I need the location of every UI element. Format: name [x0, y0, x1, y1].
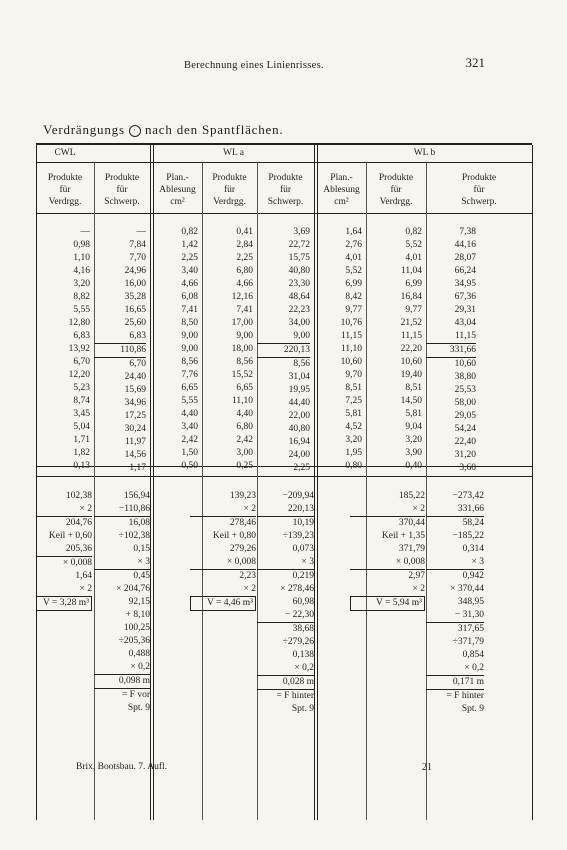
table-cell: 9,00 [257, 330, 310, 344]
calc-cell: Spt. 9 [127, 703, 150, 713]
table-cell: 9,77 [405, 305, 422, 315]
table-cell: 5,52 [405, 240, 422, 250]
calc-cell: 185,22 [398, 491, 425, 501]
table-cell: 7,76 [181, 370, 198, 380]
calc-cell: 348,95 [457, 597, 484, 607]
calc-cell: 317,65 [457, 624, 484, 634]
col-header-line: cm² [334, 197, 349, 207]
col-header [202, 172, 257, 208]
running-title: Berechnung eines Linienrisses. [184, 60, 324, 71]
table-cell: 0,80 [345, 461, 362, 471]
table-cell: 8,50 [181, 318, 198, 328]
col-header-line: Verdrgg. [213, 197, 246, 207]
table-cell: 5,81 [345, 409, 362, 419]
table-cell: 58,00 [454, 398, 476, 408]
table-cell: 12,80 [68, 318, 90, 328]
table-cell: 5,55 [73, 305, 90, 315]
calc-cell: × 0,008 [190, 556, 256, 570]
group-cwl: CWL [54, 148, 76, 158]
calc-cell: −273,42 [452, 491, 484, 501]
table-cell: 6,65 [181, 383, 198, 393]
calc-cell: = F vor [121, 690, 150, 700]
table-cell: 9,04 [405, 422, 422, 432]
table-cell: 1,10 [73, 253, 90, 263]
table-cell: 11,15 [400, 331, 422, 341]
col-header [257, 172, 314, 208]
calc-cell: = F hinter [276, 691, 314, 701]
table-cell: 16,94 [288, 437, 310, 447]
page-number: 321 [465, 55, 485, 70]
column-c4 [202, 226, 253, 473]
table-cell: 21,52 [400, 318, 422, 328]
table-cell: 1,17 [129, 463, 146, 473]
col-header-line: Schwerp. [267, 197, 304, 207]
calc-cell: 100,25 [123, 623, 150, 633]
table-cell: 6,83 [94, 330, 146, 344]
calc-cell: 60,98 [292, 597, 314, 607]
calc-cell: × 0,2 [257, 662, 314, 676]
calc-cell: × 278,46 [280, 584, 314, 594]
calc-cell: 1,64 [75, 571, 92, 581]
table-cell: 8,51 [405, 383, 422, 393]
table-cell: — [80, 227, 90, 237]
calc-cell: 0,098 m [94, 675, 150, 689]
calc-c4 [190, 490, 256, 611]
table-cell: 25,60 [124, 318, 146, 328]
table-cell: 6,80 [236, 266, 253, 276]
group-header-rule [36, 162, 532, 163]
table-cell: 24,96 [124, 266, 146, 276]
table-cell: 5,55 [181, 396, 198, 406]
col-header [153, 172, 202, 208]
column-c3 [153, 226, 198, 473]
table-cell: 0,41 [236, 227, 253, 237]
calc-cell: 0,138 [292, 650, 314, 660]
col-header-line: für [390, 185, 402, 195]
calc-cell: × 2 [79, 584, 92, 594]
table-cell: 5,81 [405, 409, 422, 419]
calc-cell: × 0,008 [350, 556, 425, 570]
calc-cell: × 3 [426, 556, 484, 570]
calc-cell: Spt. 9 [461, 704, 484, 714]
table-cell: 1,64 [345, 227, 362, 237]
table-cell: 0,98 [73, 240, 90, 250]
table-cell: 3,90 [405, 448, 422, 458]
column-c2 [94, 226, 146, 475]
calc-cell: ÷205,36 [118, 636, 150, 646]
col-header-line: Produkte [268, 173, 303, 183]
table-cell: 3,20 [73, 279, 90, 289]
col-header [426, 172, 532, 208]
table-cell: 38,80 [454, 372, 476, 382]
table-cell: 0,25 [236, 461, 253, 471]
table-cell: 15,75 [288, 253, 310, 263]
col-header-line: Produkte [461, 173, 497, 183]
calc-cell: × 2 [243, 584, 256, 594]
col-header-line: Verdrgg. [48, 197, 82, 207]
table-cell: 12,20 [68, 370, 90, 380]
table-cell: 3,40 [181, 266, 198, 276]
table-cell: 4,01 [345, 253, 362, 263]
table-cell: 11,97 [124, 437, 146, 447]
table-cell: 3,60 [459, 463, 476, 473]
table-cell: 1,71 [73, 435, 90, 445]
table-bottom-rule [36, 476, 532, 477]
table-cell: 0,82 [181, 227, 198, 237]
table-cell: 67,36 [454, 292, 476, 302]
center-dot-icon: · [129, 125, 141, 137]
column-c5 [257, 226, 310, 475]
table-cell: 6,99 [345, 279, 362, 289]
calc-cell: −110,86 [94, 503, 150, 517]
calc-cell: × 2 [190, 503, 256, 517]
table-cell: 6,08 [181, 292, 198, 302]
table-cell: 34,96 [124, 398, 146, 408]
table-cell: 22,72 [288, 240, 310, 250]
table-cell: 6,80 [236, 422, 253, 432]
col-header [94, 172, 150, 208]
col-header [36, 172, 94, 208]
table-cell: 24,00 [288, 450, 310, 460]
table-cell: 220,13 [257, 344, 310, 358]
table-cell: 28,07 [454, 253, 476, 263]
calc-cell: ÷279,26 [282, 637, 314, 647]
col-header-line: für [279, 185, 292, 195]
col-header-line: Produkte [378, 173, 414, 183]
table-cell: 25,53 [454, 385, 476, 395]
table-cell: 7,25 [345, 396, 362, 406]
table-cell: 6,83 [73, 331, 90, 341]
table-cell: 15,52 [231, 370, 253, 380]
table-cell: 48,64 [288, 292, 310, 302]
table-cell: 10,60 [340, 357, 362, 367]
table-cell: 22,40 [454, 437, 476, 447]
calc-cell: 0,171 m [426, 676, 484, 690]
calc-cell: 370,44 [398, 518, 425, 528]
table-cell: 0,82 [405, 227, 422, 237]
calc-c5 [257, 490, 314, 716]
table-cell: 14,50 [400, 396, 422, 406]
table-cell: 3,45 [73, 409, 90, 419]
table-cell: 1,50 [181, 448, 198, 458]
calc-cell: 139,23 [229, 491, 256, 501]
table-cell: 22,20 [400, 344, 422, 354]
col-header-line: Ablesung [323, 185, 360, 195]
table-cell: 2,25 [181, 253, 198, 263]
calc-cell: V = 3,28 m³ [36, 596, 92, 611]
table-cell: 40,80 [288, 424, 310, 434]
calc-cell: 0,028 m [257, 676, 314, 690]
table-cell: 3,69 [293, 227, 310, 237]
table-cell: 17,25 [124, 411, 146, 421]
col-header-line: für [59, 185, 71, 195]
table-cell: 6,65 [236, 383, 253, 393]
calc-cell: × 3 [257, 556, 314, 570]
table-cell: 4,16 [73, 266, 90, 276]
table-cell: 10,60 [454, 359, 476, 369]
col-header-line: Schwerp. [104, 197, 140, 207]
table-cell: 9,00 [236, 331, 253, 341]
table-cell: 11,04 [400, 266, 422, 276]
table-cell: 15,69 [124, 385, 146, 395]
table-cell: 2,25 [293, 463, 310, 473]
table-cell: 8,56 [236, 357, 253, 367]
calc-cell: 0,219 [292, 571, 314, 581]
table-cell: 66,24 [454, 266, 476, 276]
table-cell: 4,66 [236, 279, 253, 289]
table-cell: 3,00 [236, 448, 253, 458]
calc-cell: 0,942 [462, 571, 484, 581]
table-cell: 0,50 [181, 461, 198, 471]
table-top-rule [36, 143, 532, 145]
calc-cell: ÷371,79 [452, 637, 484, 647]
col-header [366, 172, 426, 208]
footer-signature: 21 [422, 762, 432, 773]
table-cell: 10,76 [340, 318, 362, 328]
col-divider [532, 145, 533, 820]
table-cell: 3,20 [405, 435, 422, 445]
calc-cell: 0,488 [128, 649, 150, 659]
table-cell: 11,10 [231, 396, 253, 406]
section-title-text-after: nach den Spantflächen. [144, 122, 284, 137]
table-cell: 8,56 [293, 359, 310, 369]
table-cell: — [136, 227, 146, 237]
col-header-line: Plan.- [166, 173, 189, 183]
calc-cell: 331,66 [426, 503, 484, 517]
calc-c7 [350, 490, 425, 611]
calc-cell: × 2 [412, 584, 425, 594]
table-cell: 34,00 [288, 318, 310, 328]
table-cell: 5,04 [73, 422, 90, 432]
calc-c8 [426, 490, 484, 716]
calc-cell: 220,13 [257, 503, 314, 517]
table-cell: 7,70 [129, 253, 146, 263]
calc-cell: 2,23 [239, 571, 256, 581]
column-header-rule [36, 213, 532, 214]
table-cell: 2,76 [345, 240, 362, 250]
table-cell: 5,52 [345, 266, 362, 276]
calc-cell: 0,314 [462, 544, 484, 554]
col-header-line: Verdrgg. [379, 197, 413, 207]
table-cell: 43,04 [454, 318, 476, 328]
calc-cell: 371,79 [398, 544, 425, 554]
calc-cell: × 204,76 [116, 584, 150, 594]
table-cell: 16,00 [124, 279, 146, 289]
calc-cell: 0,073 [292, 544, 314, 554]
table-cell: 7,41 [236, 305, 253, 315]
calc-cell: 0,45 [133, 571, 150, 581]
column-c6 [317, 226, 362, 473]
table-cell: 4,66 [181, 279, 198, 289]
table-cell: 0,40 [405, 461, 422, 471]
table-cell: 12,16 [231, 292, 253, 302]
calc-cell: = F hinter [446, 691, 484, 701]
table-cell: 44,16 [454, 240, 476, 250]
table-cell: 30,24 [124, 424, 146, 434]
calc-cell: Keil + 1,35 [381, 531, 425, 541]
calc-cell: ÷102,38 [118, 531, 150, 541]
table-cell: 2,25 [236, 253, 253, 263]
calc-cell: 16,08 [128, 518, 150, 528]
table-cell: 35,28 [124, 292, 146, 302]
calc-cell: 92,15 [128, 597, 150, 607]
table-cell: 18,00 [231, 344, 253, 354]
calc-cell: 0,854 [462, 650, 484, 660]
footer-source: Brix, Bootsbau. 7. Aufl. [76, 762, 168, 772]
calc-cell: × 370,44 [450, 584, 484, 594]
calc-cell: 2,97 [408, 571, 425, 581]
calc-cell: ÷139,23 [282, 531, 314, 541]
table-cell: 7,84 [129, 240, 146, 250]
table-cell: 9,00 [181, 344, 198, 354]
calc-cell: V = 4,46 m³ [190, 596, 256, 611]
table-cell: 29,05 [454, 411, 476, 421]
calc-c1 [36, 490, 92, 611]
calc-cell: 102,38 [65, 491, 92, 501]
calc-cell: 0,15 [133, 544, 150, 554]
table-cell: 110,86 [94, 344, 146, 358]
table-cell: 11,15 [426, 330, 476, 344]
table-cell: 16,84 [400, 292, 422, 302]
table-cell: 13,92 [68, 344, 90, 354]
calc-cell: Keil + 0,60 [48, 531, 92, 541]
table-cell: 24,40 [124, 372, 146, 382]
col-divider [314, 145, 315, 820]
table-cell: 11,10 [340, 344, 362, 354]
table-cell: 7,38 [459, 227, 476, 237]
calc-cell: + 8,10 [125, 610, 150, 620]
calc-cell: × 2 [350, 503, 425, 517]
table-cell: 10,60 [400, 357, 422, 367]
column-c7 [366, 226, 422, 473]
table-cell: 29,31 [454, 305, 476, 315]
table-cell: 22,23 [288, 305, 310, 315]
calc-cell: 278,46 [229, 518, 256, 528]
calc-cell: × 2 [36, 503, 92, 517]
table-cell: 11,15 [340, 331, 362, 341]
calc-cell: − 31,30 [426, 609, 484, 623]
table-cell: 2,42 [181, 435, 198, 445]
col-header-line: Produkte [47, 173, 83, 183]
table-cell: 9,70 [345, 370, 362, 380]
column-c8 [426, 226, 476, 475]
calc-c2 [94, 490, 150, 715]
calc-cell: × 0,2 [94, 661, 150, 675]
section-title-text: Verdrängungs [43, 122, 125, 137]
calc-cell: 279,26 [229, 544, 256, 554]
col-header-line: cm² [170, 197, 185, 207]
table-cell: 19,95 [288, 385, 310, 395]
calc-cell: Keil + 0,80 [212, 531, 256, 541]
table-cell: 9,00 [181, 331, 198, 341]
column-c1 [36, 226, 90, 473]
table-cell: 2,84 [236, 240, 253, 250]
table-cell: 1,82 [73, 448, 90, 458]
table-cell: 31,20 [454, 450, 476, 460]
calc-cell: × 0,008 [62, 558, 92, 568]
table-cell: 17,00 [231, 318, 253, 328]
table-cell: 6,99 [405, 279, 422, 289]
table-cell: 1,42 [181, 240, 198, 250]
col-header-line: für [223, 185, 236, 195]
col-header-line: für [473, 185, 485, 195]
calc-cell: 38,68 [292, 624, 314, 634]
calc-cell: V = 5,94 m³ [350, 596, 425, 611]
table-cell: 0,13 [73, 461, 90, 471]
calc-cell: Spt. 9 [291, 704, 314, 714]
group-wla: WL a [222, 148, 244, 158]
section-title [43, 122, 283, 138]
calc-cell: −209,94 [282, 491, 314, 501]
table-cell: 6,70 [73, 357, 90, 367]
calc-cell: 10,19 [292, 518, 314, 528]
table-cell: 8,74 [73, 396, 90, 406]
calc-cell: 204,76 [65, 518, 92, 528]
calc-cell: 156,94 [123, 491, 150, 501]
col-header-line: Produkte [104, 173, 140, 183]
calc-cell: 58,24 [462, 518, 484, 528]
table-cell: 16,65 [124, 305, 146, 315]
group-wlb: WL b [413, 148, 436, 158]
calc-cell: −185,22 [452, 531, 484, 541]
table-cell: 23,30 [288, 279, 310, 289]
table-cell: 44,40 [288, 398, 310, 408]
table-cell: 3,20 [345, 435, 362, 445]
table-cell: 31,04 [288, 372, 310, 382]
table-cell: 4,01 [405, 253, 422, 263]
col-header-line: für [116, 185, 128, 195]
col-divider [150, 145, 151, 820]
table-cell: 8,82 [73, 292, 90, 302]
col-header-line: Ablesung [159, 185, 196, 195]
table-cell: 40,80 [288, 266, 310, 276]
table-cell: 7,41 [181, 305, 198, 315]
table-cell: 3,40 [181, 422, 198, 432]
table-cell: 4,40 [236, 409, 253, 419]
table-cell: 2,42 [236, 435, 253, 445]
table-cell: 34,95 [454, 279, 476, 289]
calc-cell: × 3 [94, 556, 150, 570]
calc-cell: − 22,30 [257, 609, 314, 623]
table-cell: 8,51 [345, 383, 362, 393]
table-cell: 5,23 [73, 383, 90, 393]
table-cell: 331,66 [426, 344, 476, 358]
table-cell: 19,40 [400, 370, 422, 380]
calc-cell: × 0,2 [426, 662, 484, 676]
table-cell: 4,52 [345, 422, 362, 432]
table-cell: 8,42 [345, 292, 362, 302]
table-cell: 22,00 [288, 411, 310, 421]
table-cell: 6,70 [129, 359, 146, 369]
table-cell: 1,95 [345, 448, 362, 458]
table-cell: 54,24 [454, 424, 476, 434]
table-cell: 8,56 [181, 357, 198, 367]
table-cell: 9,77 [345, 305, 362, 315]
table-cell: 14,56 [124, 450, 146, 460]
col-header [317, 172, 366, 208]
col-header-line: Plan.- [330, 173, 353, 183]
col-header-line: Produkte [212, 173, 247, 183]
table-cell: 4,40 [181, 409, 198, 419]
col-header-line: Schwerp. [461, 197, 497, 207]
calc-cell: 205,36 [36, 543, 92, 557]
